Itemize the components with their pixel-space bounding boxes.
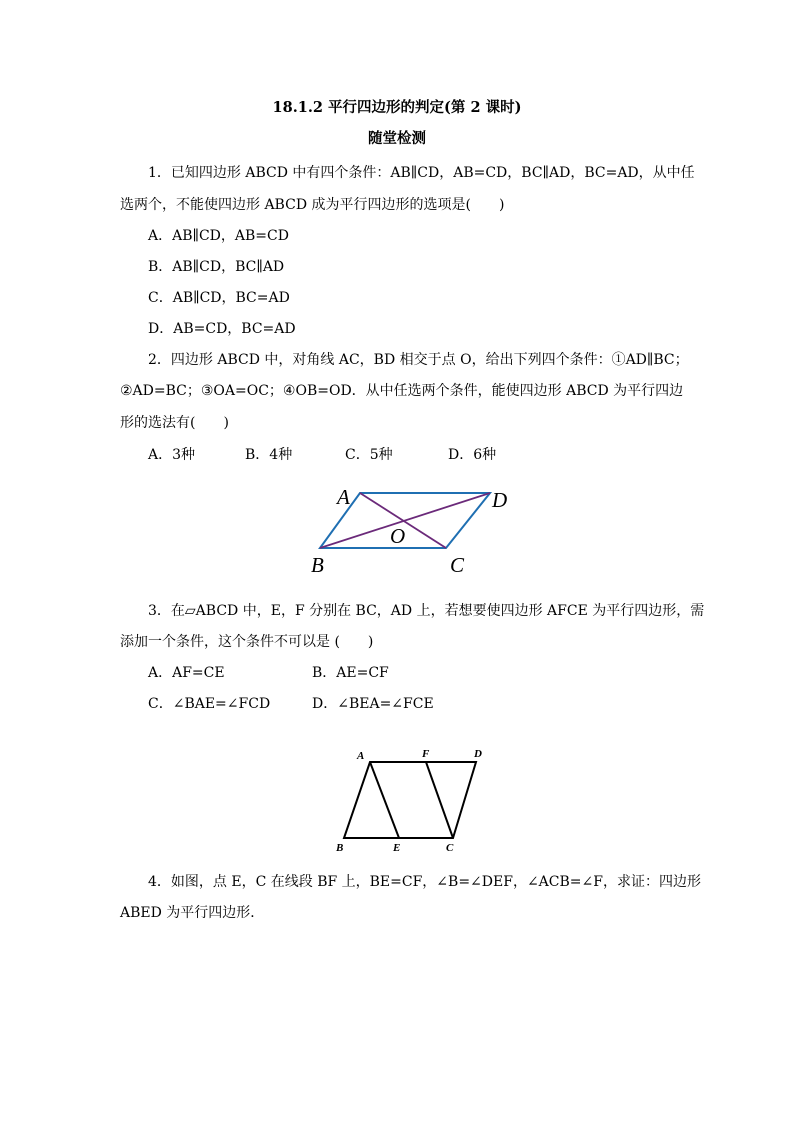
q2-option-b: B．4种 bbox=[245, 447, 293, 463]
q3-parallelogram-figure bbox=[330, 745, 510, 855]
q1-option-a: A．AB∥CD，AB=CD bbox=[148, 228, 289, 244]
q2-stem-line3: 形的选法有( ) bbox=[120, 415, 229, 431]
q3-label-b: B bbox=[336, 842, 344, 854]
q3-stem-line1: 3．在▱ABCD 中，E，F 分别在 BC，AD 上，若想要使四边形 AFCE 为平行四边形，需 bbox=[148, 603, 705, 619]
q2-label-o: O bbox=[390, 524, 406, 548]
q3-stem-line2: 添加一个条件，这个条件不可以是 ( ) bbox=[120, 634, 374, 650]
q3-parallelogram-abcd bbox=[344, 762, 476, 838]
q1-option-b: B．AB∥CD，BC∥AD bbox=[148, 259, 285, 275]
q2-option-d: D．6种 bbox=[448, 447, 497, 463]
page-title: 18.1.2 平行四边形的判定(第 2 课时) bbox=[272, 99, 522, 116]
q2-stem-line1: 2．四边形 ABCD 中，对角线 AC，BD 相交于点 O，给出下列四个条件：①AD∥BC； bbox=[148, 352, 689, 368]
q3-label-c: C bbox=[446, 842, 454, 854]
q2-parallelogram-figure bbox=[300, 480, 540, 580]
q1-option-d: D．AB=CD，BC=AD bbox=[148, 321, 296, 337]
q2-label-c: C bbox=[450, 553, 465, 577]
q3-option-d: D．∠BEA=∠FCE bbox=[312, 696, 434, 712]
q3-label-f: F bbox=[422, 748, 430, 760]
q3-label-a: A bbox=[357, 750, 365, 762]
q3-segment-ae bbox=[370, 762, 399, 838]
page-subtitle: 随堂检测 bbox=[368, 130, 426, 147]
q3-label-d: D bbox=[474, 748, 482, 760]
q1-stem-line1: 1．已知四边形 ABCD 中有四个条件：AB∥CD，AB=CD，BC∥AD，BC=AD，从中任 bbox=[148, 165, 695, 181]
q3-option-c: C．∠BAE=∠FCD bbox=[148, 696, 271, 712]
q3-option-a: A．AF=CE bbox=[148, 665, 225, 681]
q2-option-c: C．5种 bbox=[345, 447, 393, 463]
q2-label-b: B bbox=[311, 553, 324, 577]
q3-option-b: B．AE=CF bbox=[312, 665, 389, 681]
q2-label-a: A bbox=[337, 485, 350, 509]
q3-label-e: E bbox=[393, 842, 401, 854]
q2-label-d: D bbox=[492, 488, 508, 512]
q2-stem-line2: ②AD=BC；③OA=OC；④OB=OD．从中任选两个条件，能使四边形 ABCD 为平行四边 bbox=[120, 383, 684, 399]
q4-stem-line2: ABED 为平行四边形． bbox=[120, 905, 265, 921]
q2-option-a: A．3种 bbox=[148, 447, 196, 463]
q1-option-c: C．AB∥CD，BC=AD bbox=[148, 290, 290, 306]
q1-stem-line2: 选两个，不能使四边形 ABCD 成为平行四边形的选项是( ) bbox=[120, 197, 505, 213]
q3-segment-fc bbox=[426, 762, 453, 838]
q4-stem-line1: 4．如图，点 E，C 在线段 BF 上，BE=CF，∠B=∠DEF，∠ACB=∠F，求证：四边形 bbox=[148, 874, 701, 890]
